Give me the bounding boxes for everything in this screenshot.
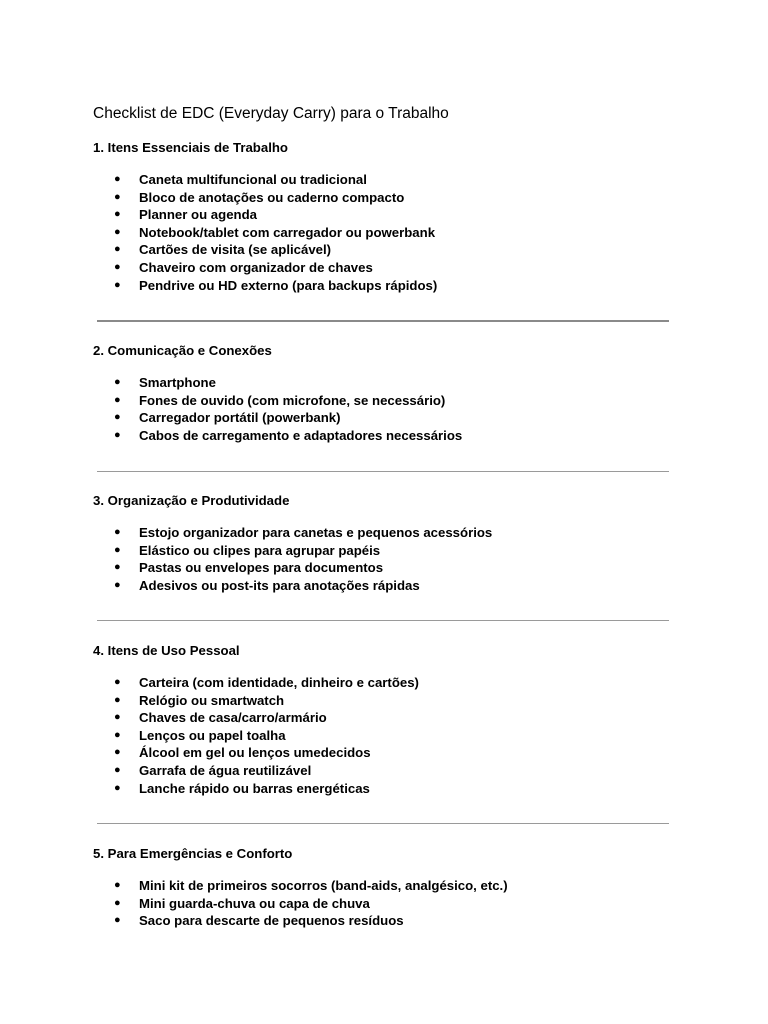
bullet-icon: ● <box>114 781 121 794</box>
section-divider <box>97 823 669 824</box>
bullet-icon: ● <box>114 914 121 927</box>
page-title: Checklist de EDC (Everyday Carry) para o Trabalho <box>93 105 449 122</box>
bullet-icon: ● <box>114 173 121 185</box>
bullet-icon: ● <box>114 190 121 203</box>
bullet-icon: ● <box>114 526 121 538</box>
bullet-icon: ● <box>114 711 121 724</box>
bullet-icon: ● <box>114 376 121 388</box>
bullet-icon: ● <box>114 208 121 221</box>
bullet-icon: ● <box>114 578 121 591</box>
section-heading-comunicacao: 2. Comunicação e Conexões <box>93 343 272 358</box>
bullet-icon: ● <box>114 260 121 273</box>
bullet-icon: ● <box>114 746 121 759</box>
bullet-icon: ● <box>114 243 121 256</box>
bullet-icon: ● <box>114 728 121 741</box>
bullet-icon: ● <box>114 411 121 424</box>
bullet-icon: ● <box>114 896 121 909</box>
bullet-icon: ● <box>114 693 121 706</box>
bullet-icon: ● <box>114 543 121 556</box>
section-divider <box>97 471 669 472</box>
section-heading-uso-pessoal: 4. Itens de Uso Pessoal <box>93 643 240 658</box>
section-heading-emergencias: 5. Para Emergências e Conforto <box>93 846 293 861</box>
bullet-icon: ● <box>114 676 121 688</box>
bullet-icon: ● <box>114 763 121 776</box>
section-divider <box>97 320 669 322</box>
bullet-icon: ● <box>114 225 121 238</box>
section-heading-essenciais: 1. Itens Essenciais de Trabalho <box>93 140 288 155</box>
section-heading-organizacao: 3. Organização e Produtividade <box>93 493 290 508</box>
bullet-icon: ● <box>114 879 121 891</box>
bullet-icon: ● <box>114 428 121 441</box>
bullet-icon: ● <box>114 393 121 406</box>
bullet-icon: ● <box>114 561 121 574</box>
document-page: Checklist de EDC (Everyday Carry) para o Trabalho 1. Itens Essenciais de Trabalho ● Caneta multifuncional ou tradicional ● Bloco de anotações ou caderno compacto ● Planner ou agenda ● Notebook/tablet com carregador ou powerbank ● Cartões de visita (se aplicável) ● Chaveiro com organizador de chaves ● Pendrive ou HD externo (para backups rápidos) 2. Comunicação e Conexões ● Smartphone ● Fones de ouvido (com microfone, se necessário) ● Carregador portátil (powerbank) ● Cabos de carregamento e adaptadores necessários 3. Organização e Produtividade ● Estojo organizador para canetas e pequenos acessórios ● Elástico ou clipes para agrupar papéis ● Pastas ou envelopes para documentos ● Adesivos ou post-its para anotações rápidas 4. Itens de Uso Pessoal ● Carteira (com identidade, dinheiro e cartões) ● Relógio ou smartwatch ● Chaves de casa/carro/armário ● Lenços ou papel toalha ● Álcool em gel ou lenços umedecidos ● Garrafa de água reutilizável ● Lanche rápido ou barras energéticas 5. Para Emergências e Conforto ● Mini kit de primeiros socorros (band-aids, analgésico, etc.) ● Mini guarda-chuva ou capa de chuva ● Saco para descarte de pequenos resíduos <box>0 0 768 1024</box>
bullet-icon: ● <box>114 278 121 291</box>
section-divider <box>97 620 669 621</box>
